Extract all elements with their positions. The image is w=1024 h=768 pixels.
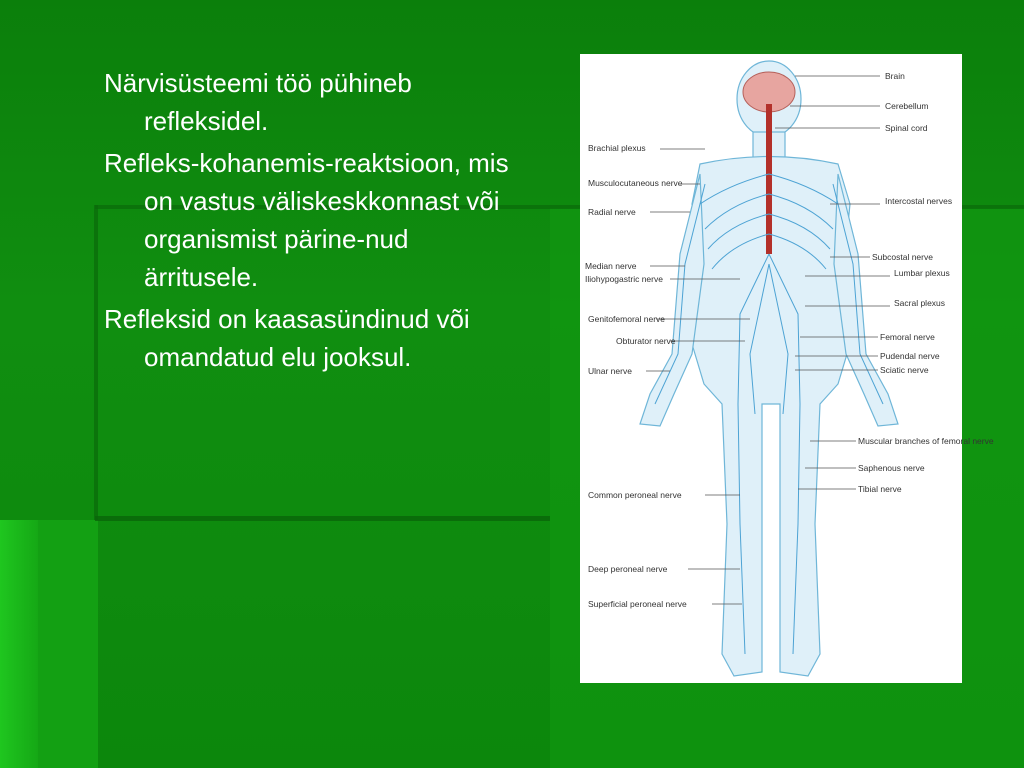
label: Brain	[885, 71, 905, 81]
label: Musculocutaneous nerve	[588, 178, 683, 188]
body-illustration	[580, 54, 994, 683]
slide-text	[104, 64, 524, 380]
label: Genitofemoral nerve	[588, 314, 666, 324]
paragraph: Refleks-kohanemis-reaktsioon, mis on vastus väliskeskkonnast või organismist pärine-nud ärritusele.	[104, 148, 509, 292]
paragraph: Närvisüsteemi töö pühineb refleksidel.	[104, 68, 412, 136]
label: Sciatic nerve	[880, 365, 929, 375]
label: Median nerve	[585, 261, 637, 271]
label: Saphenous nerve	[858, 463, 925, 473]
label: Cerebellum	[885, 101, 929, 111]
nervous-system-figure	[580, 54, 994, 683]
spinal-cord-icon	[766, 104, 772, 254]
label: Iliohypogastric nerve	[585, 274, 663, 284]
label: Brachial plexus	[588, 143, 646, 153]
label: Obturator nerve	[616, 336, 676, 346]
label: Superficial peroneal nerve	[588, 599, 687, 609]
label: Spinal cord	[885, 123, 928, 133]
label: Ulnar nerve	[588, 366, 632, 376]
decor-line	[95, 516, 550, 521]
paragraph: Refleksid on kaasasündinud või omandatud elu jooksul.	[104, 304, 470, 372]
label: Sacral plexus	[894, 298, 946, 308]
label: Pudendal nerve	[880, 351, 940, 361]
label: Femoral nerve	[880, 332, 935, 342]
label: Subcostal nerve	[872, 252, 933, 262]
label: Intercostal nerves	[885, 196, 953, 206]
label: Deep peroneal nerve	[588, 564, 668, 574]
decor-band	[0, 520, 38, 768]
label: Tibial nerve	[858, 484, 902, 494]
label: Common peroneal nerve	[588, 490, 682, 500]
label: Radial nerve	[588, 207, 636, 217]
label: Lumbar plexus	[894, 268, 950, 278]
decor-line	[94, 205, 98, 520]
label: Muscular branches of femoral nerve	[858, 436, 994, 446]
decor-band	[38, 520, 98, 768]
